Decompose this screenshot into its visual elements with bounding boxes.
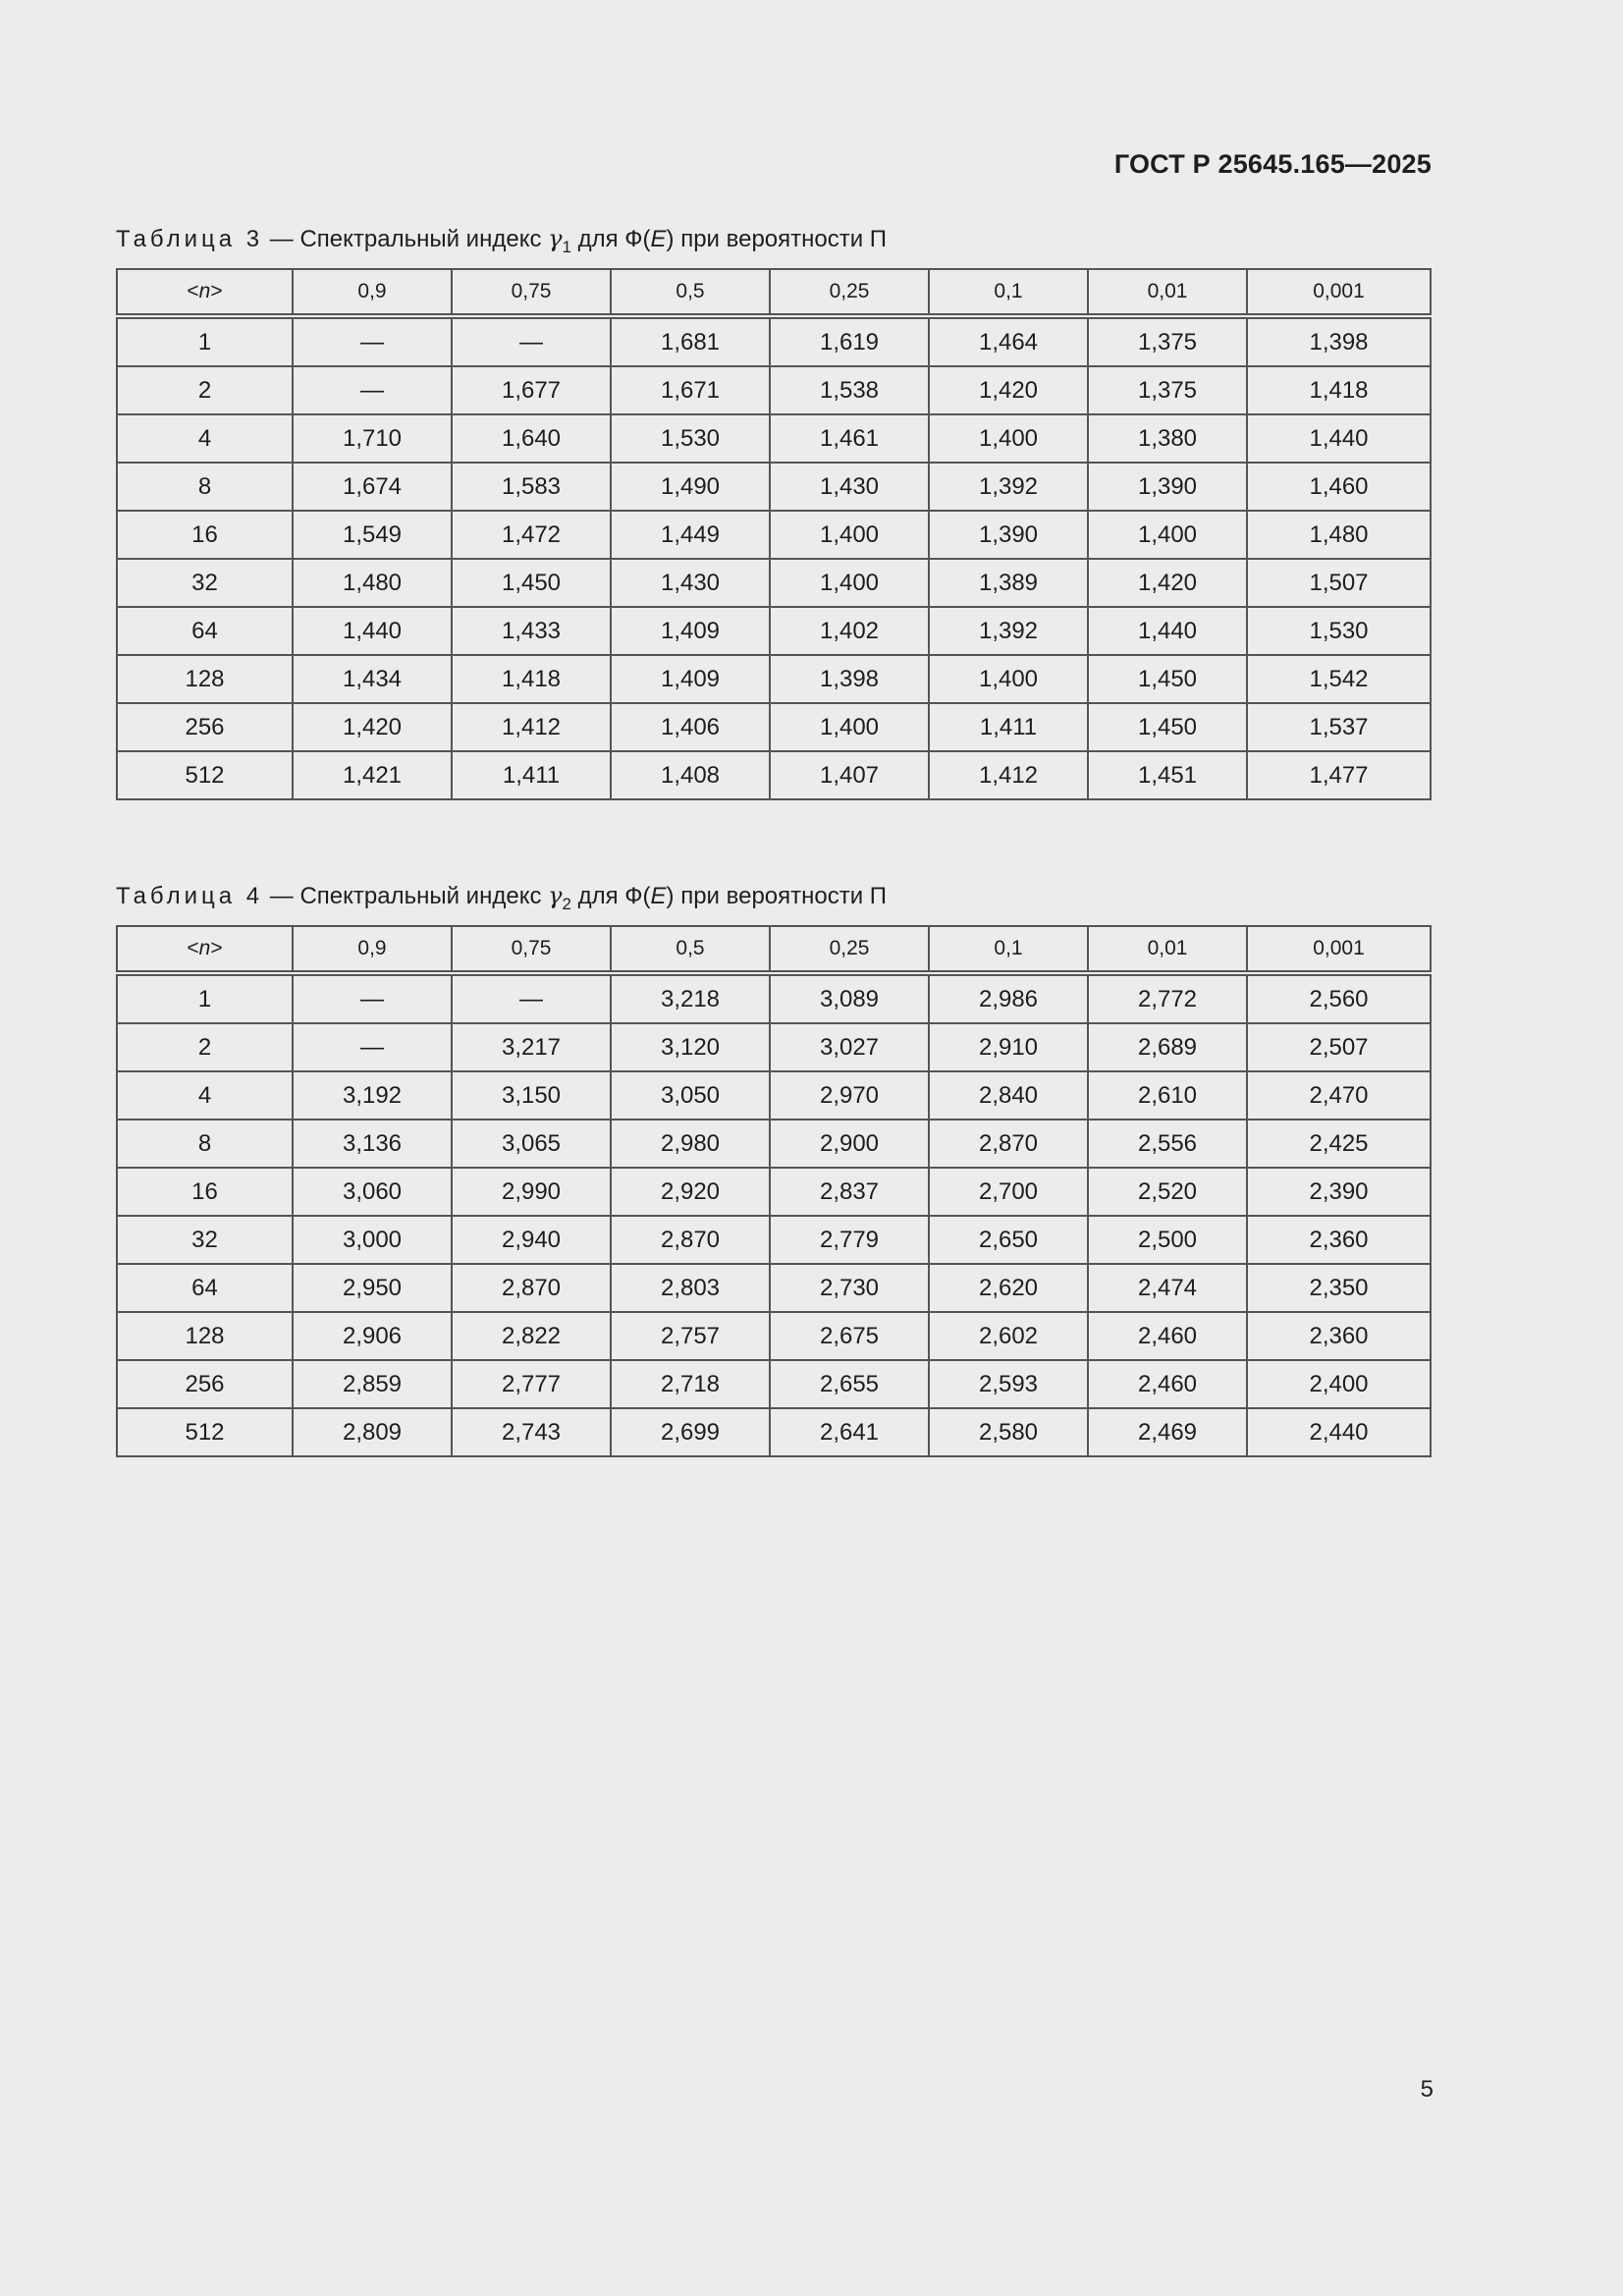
table3-value-cell: 1,400	[770, 703, 929, 751]
table3-value-cell: 1,390	[1088, 463, 1247, 511]
table4-column-header: 0,9	[293, 926, 452, 973]
table4-value-cell: 2,859	[293, 1360, 452, 1408]
table4-value-cell: 2,772	[1088, 973, 1247, 1023]
table3-value-cell: 1,640	[452, 414, 611, 463]
table3-row	[117, 316, 1431, 366]
table3-row	[117, 703, 1431, 751]
table4-value-cell: 2,990	[452, 1168, 611, 1216]
table3-row	[117, 511, 1431, 559]
table4-value-cell: 2,350	[1247, 1264, 1431, 1312]
table4-n-cell: 256	[117, 1360, 293, 1408]
table4-row	[117, 1360, 1431, 1408]
table4-value-cell: 2,620	[929, 1264, 1088, 1312]
table3-value-cell: 1,472	[452, 511, 611, 559]
table4-value-cell: 3,218	[611, 973, 770, 1023]
table3-value-cell: 1,400	[929, 414, 1088, 463]
table4-value-cell: 2,779	[770, 1216, 929, 1264]
table4-value-cell: 2,602	[929, 1312, 1088, 1360]
table3-caption-pre: — Спектральный индекс	[263, 226, 549, 252]
table4-gamma-subscript: 2	[562, 895, 571, 913]
n-variable: n	[198, 937, 211, 959]
table3-value-cell: 1,464	[929, 316, 1088, 366]
table4-value-cell: 2,360	[1247, 1312, 1431, 1360]
table4-value-cell: 2,610	[1088, 1071, 1247, 1120]
table4-value-cell: 2,777	[452, 1360, 611, 1408]
table3-value-cell: 1,398	[1247, 316, 1431, 366]
table4-value-cell: 3,217	[452, 1023, 611, 1071]
table4-value-cell: 2,440	[1247, 1408, 1431, 1456]
table3-value-cell: 1,434	[293, 655, 452, 703]
table3-n-cell: 512	[117, 751, 293, 799]
table4-value-cell: 3,065	[452, 1120, 611, 1168]
table3-value-cell: 1,392	[929, 463, 1088, 511]
table4-value-cell: —	[293, 1023, 452, 1071]
table3-row	[117, 751, 1431, 799]
table3-value-cell: 1,549	[293, 511, 452, 559]
table3-row	[117, 559, 1431, 607]
table4-value-cell: 2,593	[929, 1360, 1088, 1408]
table3-value-cell: 1,671	[611, 366, 770, 414]
table4-value-cell: 2,699	[611, 1408, 770, 1456]
table4-value-cell: 2,837	[770, 1168, 929, 1216]
table3-n-cell: 2	[117, 366, 293, 414]
table4-value-cell: 2,822	[452, 1312, 611, 1360]
table3-value-cell: 1,451	[1088, 751, 1247, 799]
table3-value-cell: 1,433	[452, 607, 611, 655]
table3-value-cell: 1,375	[1088, 366, 1247, 414]
table4-column-header: 0,5	[611, 926, 770, 973]
table4-value-cell: 2,641	[770, 1408, 929, 1456]
table4-value-cell: 2,700	[929, 1168, 1088, 1216]
table4-value-cell: 2,689	[1088, 1023, 1247, 1071]
table4-value-cell: 3,050	[611, 1071, 770, 1120]
table3-value-cell: 1,440	[293, 607, 452, 655]
table3-value-cell: 1,440	[1247, 414, 1431, 463]
table3-column-header: <n>	[117, 269, 293, 316]
table4-column-header: 0,25	[770, 926, 929, 973]
table4-value-cell: 2,870	[611, 1216, 770, 1264]
n-variable: n	[198, 280, 211, 302]
document-code: ГОСТ Р 25645.165—2025	[1113, 149, 1432, 179]
table4-value-cell: 3,192	[293, 1071, 452, 1120]
table3	[116, 268, 1432, 800]
table3-caption-label: Таблица 3	[116, 226, 264, 252]
table4-value-cell: 2,470	[1247, 1071, 1431, 1120]
table3-n-cell: 16	[117, 511, 293, 559]
table3-column-header: 0,5	[611, 269, 770, 316]
table3-value-cell: 1,677	[452, 366, 611, 414]
table4-value-cell: 2,474	[1088, 1264, 1247, 1312]
table4-row	[117, 1168, 1431, 1216]
table4-column-header: 0,1	[929, 926, 1088, 973]
table4-value-cell: 2,520	[1088, 1168, 1247, 1216]
table3-column-header: 0,25	[770, 269, 929, 316]
table4-row	[117, 1216, 1431, 1264]
table4-row	[117, 1312, 1431, 1360]
table3-value-cell: —	[293, 366, 452, 414]
table3-value-cell: 1,411	[452, 751, 611, 799]
table3-value-cell: 1,389	[929, 559, 1088, 607]
table4-value-cell: 2,910	[929, 1023, 1088, 1071]
table3-column-header: 0,75	[452, 269, 611, 316]
table3-caption-var: E	[650, 226, 667, 252]
table4-value-cell: 3,150	[452, 1071, 611, 1120]
table3-value-cell: 1,421	[293, 751, 452, 799]
table4-value-cell: 3,027	[770, 1023, 929, 1071]
table4-row	[117, 1120, 1431, 1168]
table3-header-row	[117, 269, 1431, 316]
table4-value-cell: 3,089	[770, 973, 929, 1023]
table3-value-cell: 1,400	[1088, 511, 1247, 559]
table4-header-row	[117, 926, 1431, 973]
table4-value-cell: 2,803	[611, 1264, 770, 1312]
table4-value-cell: 2,390	[1247, 1168, 1431, 1216]
table4-value-cell: 2,460	[1088, 1360, 1247, 1408]
table4-n-cell: 32	[117, 1216, 293, 1264]
table3-value-cell: 1,537	[1247, 703, 1431, 751]
table3-value-cell: —	[293, 316, 452, 366]
table4-value-cell: 2,507	[1247, 1023, 1431, 1071]
table3-value-cell: 1,449	[611, 511, 770, 559]
table3-value-cell: 1,412	[929, 751, 1088, 799]
table3-caption-mid: для Ф(	[570, 226, 651, 252]
table3-value-cell: 1,583	[452, 463, 611, 511]
table4-n-cell: 64	[117, 1264, 293, 1312]
table3-value-cell: 1,400	[929, 655, 1088, 703]
table3-value-cell: 1,538	[770, 366, 929, 414]
table3-n-cell: 4	[117, 414, 293, 463]
table3-value-cell: 1,477	[1247, 751, 1431, 799]
table4-n-cell: 1	[117, 973, 293, 1023]
table3-value-cell: 1,619	[770, 316, 929, 366]
table4-value-cell: 2,906	[293, 1312, 452, 1360]
table4-value-cell: 2,425	[1247, 1120, 1431, 1168]
table3-value-cell: 1,710	[293, 414, 452, 463]
table4-value-cell: 2,980	[611, 1120, 770, 1168]
table4-value-cell: 2,870	[452, 1264, 611, 1312]
table3-value-cell: 1,420	[929, 366, 1088, 414]
table3-value-cell: 1,450	[1088, 703, 1247, 751]
table4-value-cell: 2,986	[929, 973, 1088, 1023]
table4-n-cell: 16	[117, 1168, 293, 1216]
table3-column-header: 0,1	[929, 269, 1088, 316]
table3-value-cell: 1,430	[611, 559, 770, 607]
table3-n-cell: 8	[117, 463, 293, 511]
table4-n-cell: 8	[117, 1120, 293, 1168]
table3-value-cell: 1,490	[611, 463, 770, 511]
table4-value-cell: 2,970	[770, 1071, 929, 1120]
table4-caption	[116, 882, 887, 914]
table4-caption-pre: — Спектральный индекс	[263, 883, 549, 909]
table4-value-cell: 2,560	[1247, 973, 1431, 1023]
table4-value-cell: 2,920	[611, 1168, 770, 1216]
table3-value-cell: 1,450	[1088, 655, 1247, 703]
table4-value-cell: 2,500	[1088, 1216, 1247, 1264]
table4-row	[117, 1264, 1431, 1312]
table4-value-cell: 2,469	[1088, 1408, 1247, 1456]
table4-column-header: 0,75	[452, 926, 611, 973]
table3-value-cell: 1,390	[929, 511, 1088, 559]
table3-value-cell: 1,450	[452, 559, 611, 607]
table4-value-cell: 2,556	[1088, 1120, 1247, 1168]
table4-gamma-symbol: γ	[548, 882, 563, 909]
table4-n-cell: 4	[117, 1071, 293, 1120]
table3-value-cell: 1,530	[1247, 607, 1431, 655]
table3-value-cell: 1,400	[770, 559, 929, 607]
table4-column-header: <n>	[117, 926, 293, 973]
table3-value-cell: 1,440	[1088, 607, 1247, 655]
table3-value-cell: 1,507	[1247, 559, 1431, 607]
table4-n-cell: 2	[117, 1023, 293, 1071]
table3-caption	[116, 225, 887, 257]
table4-column-header: 0,001	[1247, 926, 1431, 973]
table4-value-cell: 2,400	[1247, 1360, 1431, 1408]
table3-column-header: 0,01	[1088, 269, 1247, 316]
table4-row	[117, 973, 1431, 1023]
table3-value-cell: 1,411	[929, 703, 1088, 751]
table3-value-cell: 1,400	[770, 511, 929, 559]
table4-row	[117, 1023, 1431, 1071]
table4-caption-var: E	[650, 883, 667, 909]
table4-caption-mid: для Ф(	[570, 883, 651, 909]
table4-value-cell: —	[452, 973, 611, 1023]
table4-value-cell: 2,675	[770, 1312, 929, 1360]
table3-gamma-symbol: γ	[548, 225, 563, 252]
table4-value-cell: 3,136	[293, 1120, 452, 1168]
table3-value-cell: 1,542	[1247, 655, 1431, 703]
table4-value-cell: 2,718	[611, 1360, 770, 1408]
table4-value-cell: —	[293, 973, 452, 1023]
table3-value-cell: 1,420	[1088, 559, 1247, 607]
table3-value-cell: 1,409	[611, 655, 770, 703]
table4-value-cell: 2,940	[452, 1216, 611, 1264]
table3-value-cell: 1,674	[293, 463, 452, 511]
table4-value-cell: 3,000	[293, 1216, 452, 1264]
page-number: 5	[1420, 2076, 1434, 2103]
table3-n-cell: 32	[117, 559, 293, 607]
table3-column-header: 0,001	[1247, 269, 1431, 316]
table3-value-cell: 1,681	[611, 316, 770, 366]
table4-value-cell: 2,460	[1088, 1312, 1247, 1360]
table3-row	[117, 414, 1431, 463]
table4-value-cell: 2,757	[611, 1312, 770, 1360]
table4-column-header: 0,01	[1088, 926, 1247, 973]
table4-value-cell: 2,580	[929, 1408, 1088, 1456]
table4-value-cell: 3,120	[611, 1023, 770, 1071]
table3-value-cell: 1,418	[1247, 366, 1431, 414]
table3-value-cell: 1,461	[770, 414, 929, 463]
table4-value-cell: 2,730	[770, 1264, 929, 1312]
table4-row	[117, 1071, 1431, 1120]
table3-value-cell: 1,480	[293, 559, 452, 607]
table3-value-cell: 1,530	[611, 414, 770, 463]
table4-n-cell: 512	[117, 1408, 293, 1456]
table4-value-cell: 2,840	[929, 1071, 1088, 1120]
table3-value-cell: 1,412	[452, 703, 611, 751]
table3-n-cell: 128	[117, 655, 293, 703]
table3-value-cell: 1,402	[770, 607, 929, 655]
table4-n-cell: 128	[117, 1312, 293, 1360]
table4-caption-post: ) при вероятности П	[666, 883, 888, 909]
table4-value-cell: 2,900	[770, 1120, 929, 1168]
table4-row	[117, 1408, 1431, 1456]
table3-value-cell: 1,480	[1247, 511, 1431, 559]
table3-value-cell: 1,408	[611, 751, 770, 799]
table4-value-cell: 2,950	[293, 1264, 452, 1312]
table4-value-cell: 2,809	[293, 1408, 452, 1456]
table4	[116, 925, 1432, 1457]
table3-value-cell: 1,418	[452, 655, 611, 703]
table3-value-cell: 1,398	[770, 655, 929, 703]
table3-value-cell: 1,409	[611, 607, 770, 655]
table3-n-cell: 256	[117, 703, 293, 751]
table3-value-cell: 1,420	[293, 703, 452, 751]
table3-row	[117, 607, 1431, 655]
table3-row	[117, 366, 1431, 414]
table4-value-cell: 2,655	[770, 1360, 929, 1408]
table4-value-cell: 2,360	[1247, 1216, 1431, 1264]
table3-n-cell: 1	[117, 316, 293, 366]
table3-value-cell: 1,406	[611, 703, 770, 751]
table3-value-cell: 1,375	[1088, 316, 1247, 366]
table4-value-cell: 2,650	[929, 1216, 1088, 1264]
table4-value-cell: 2,870	[929, 1120, 1088, 1168]
table3-value-cell: 1,380	[1088, 414, 1247, 463]
table3-column-header: 0,9	[293, 269, 452, 316]
table3-caption-post: ) при вероятности П	[666, 226, 888, 252]
table3-value-cell: 1,460	[1247, 463, 1431, 511]
table3-gamma-subscript: 1	[562, 238, 571, 256]
table4-value-cell: 3,060	[293, 1168, 452, 1216]
table3-value-cell: 1,430	[770, 463, 929, 511]
table3-row	[117, 655, 1431, 703]
table3-n-cell: 64	[117, 607, 293, 655]
table3-value-cell: 1,407	[770, 751, 929, 799]
table4-caption-label: Таблица 4	[116, 883, 264, 909]
table4-value-cell: 2,743	[452, 1408, 611, 1456]
table3-row	[117, 463, 1431, 511]
table3-value-cell: —	[452, 316, 611, 366]
table3-value-cell: 1,392	[929, 607, 1088, 655]
